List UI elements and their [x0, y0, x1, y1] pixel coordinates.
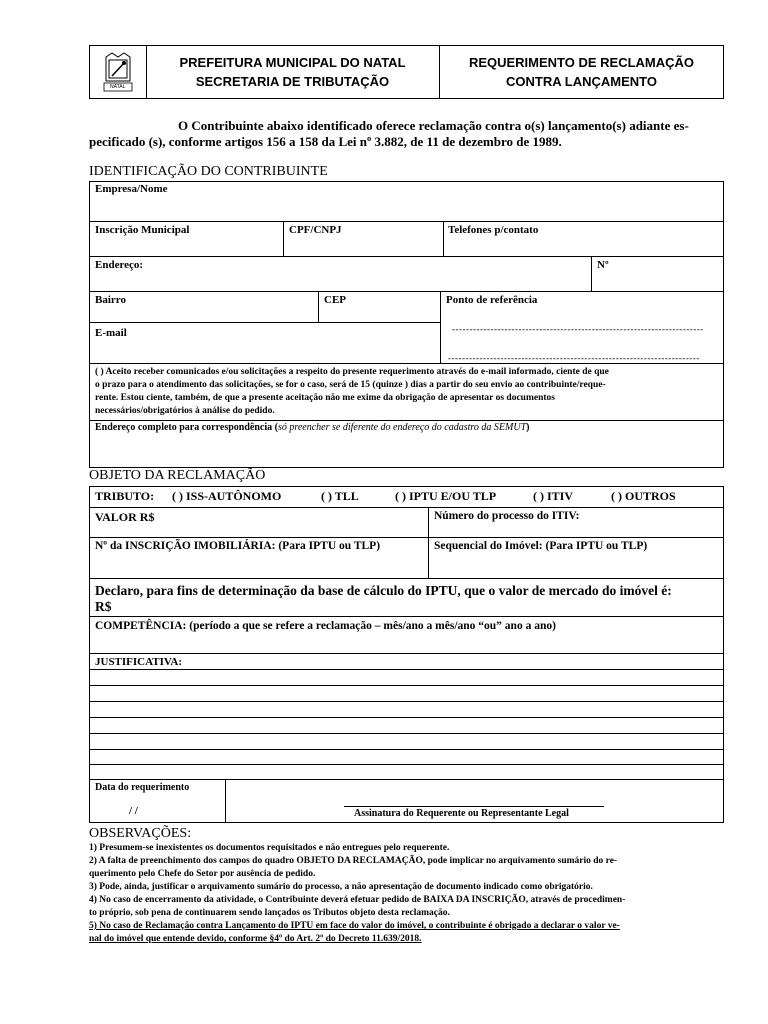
correspondencia-field[interactable]: [95, 422, 529, 433]
observacoes-list: [89, 842, 724, 946]
section-objeto-title: OBJETO DA RECLAMAÇÃO: [89, 468, 266, 483]
tributo-iss-checkbox[interactable]: ( ) ISS-AUTÔNOMO: [172, 489, 282, 503]
justificativa-line: [89, 669, 724, 670]
form-line-2: CONTRA LANÇAMENTO: [506, 74, 657, 89]
row-divider: [89, 256, 724, 257]
row-divider: [89, 507, 724, 508]
col-divider: [283, 221, 284, 256]
row-divider: [89, 291, 724, 292]
inscricao-municipal-field[interactable]: Inscrição Municipal: [95, 224, 190, 236]
obs-item-underlined: 5) No caso de Reclamação contra Lançamento do IPTU em face do valor do imóvel, o contribuinte é obrigado a declarar o valor ve-: [89, 921, 620, 931]
tributo-label: TRIBUTO:: [95, 489, 155, 503]
aceite-line: necessários/obrigatórios à análise do pedido.: [95, 406, 275, 416]
declaro-line-2: R$: [95, 599, 112, 614]
form-title: [439, 53, 724, 91]
correspondencia-label: Endereço completo para correspondência (: [95, 422, 278, 433]
row-divider: [89, 363, 724, 364]
reference-line: ------------------------------------------------------------------------: [452, 324, 704, 334]
city-logo: [98, 49, 138, 95]
col-divider: [428, 507, 429, 578]
aceite-line: o prazo para o atendimento das solicitações, se for o caso, será de 15 (quinze ) dias a partir do seu envio ao contribuinte/reque-: [95, 380, 606, 390]
row-divider: [89, 616, 724, 617]
cep-field[interactable]: CEP: [324, 294, 346, 306]
logo-caption: NATAL: [110, 84, 126, 90]
signature-line: [344, 806, 604, 807]
numero-field[interactable]: Nº: [597, 259, 609, 271]
dept-line-1: PREFEITURA MUNICIPAL DO NATAL: [179, 55, 406, 70]
tributo-iptu-checkbox[interactable]: ( ) IPTU E/OU TLP: [395, 489, 497, 503]
row-divider: [89, 221, 724, 222]
form-line-1: REQUERIMENTO DE RECLAMAÇÃO: [468, 55, 695, 70]
col-divider: [225, 779, 226, 823]
col-divider: [443, 221, 444, 256]
valor-field[interactable]: VALOR R$: [95, 510, 155, 524]
intro-line-1: O Contribuinte abaixo identificado oferece reclamação contra o(s) lançamento(s) adiante es-: [178, 118, 689, 133]
department-title: [146, 53, 439, 91]
row-divider: [89, 653, 724, 654]
declaro-line-1: Declaro, para fins de determinação da base de cálculo do IPTU, que o valor de mercado do imóvel é:: [95, 583, 672, 598]
col-divider: [318, 291, 319, 322]
assinatura-label: Assinatura do Requerente ou Representante Legal: [354, 808, 569, 819]
empresa-nome-field[interactable]: Empresa/Nome: [95, 183, 168, 195]
justificativa-line: [89, 749, 724, 750]
intro-line-2: pecificado (s), conforme artigos 156 a 158 da Lei nº 3.882, de 11 de dezembro de 1989.: [89, 134, 562, 149]
email-field[interactable]: E-mail: [95, 327, 127, 339]
data-requerimento-field[interactable]: / /: [129, 805, 138, 817]
obs-item: to próprio, sob pena de continuarem sendo lançados os Tributos objeto desta reclamação.: [89, 908, 450, 918]
cpf-cnpj-field[interactable]: CPF/CNPJ: [289, 224, 342, 236]
justificativa-line: [89, 717, 724, 718]
inscricao-imobiliaria-field[interactable]: Nº da INSCRIÇÃO IMOBILIÁRIA: (Para IPTU ou TLP): [95, 540, 381, 552]
dept-line-2: SECRETARIA DE TRIBUTAÇÃO: [195, 74, 390, 89]
justificativa-label[interactable]: JUSTIFICATIVA:: [95, 656, 183, 668]
justificativa-line: [89, 733, 724, 734]
row-divider: [89, 537, 724, 538]
tributo-outros-checkbox[interactable]: ( ) OUTROS: [611, 489, 676, 503]
obs-item: 1) Presumem-se inexistentes os documentos requisitados e não entregues pelo requerente.: [89, 843, 450, 853]
justificativa-line: [89, 764, 724, 765]
ponto-referencia-field[interactable]: Ponto de referência: [446, 294, 538, 306]
processo-itiv-field[interactable]: Número do processo do ITIV:: [434, 510, 580, 522]
section-identificacao-title: IDENTIFICAÇÃO DO CONTRIBUINTE: [89, 164, 328, 179]
competencia-field[interactable]: COMPETÊNCIA: (período a que se refere a reclamação – mês/ano a mês/ano “ou” ano a ano): [95, 620, 556, 632]
correspondencia-close: ): [526, 422, 530, 433]
obs-item: 4) No caso de encerramento da atividade, o Contribuinte deverá efetuar pedido de BAIXA DA INSCRIÇÃO, através de procedimen-: [89, 895, 626, 905]
row-divider: [89, 420, 724, 421]
aceite-line: rente. Estou ciente, também, de que a presente aceitação não me exime da obrigação de apresentar os documentos: [95, 393, 555, 403]
bairro-field[interactable]: Bairro: [95, 294, 126, 306]
correspondencia-note: só preencher se diferente do endereço do cadastro da SEMUT: [277, 422, 527, 433]
justificativa-line: [89, 701, 724, 702]
endereco-field[interactable]: Endereço:: [95, 259, 144, 271]
sequencial-imovel-field[interactable]: Sequencial do Imóvel: (Para IPTU ou TLP): [434, 540, 648, 552]
declaro-valor-field[interactable]: [95, 583, 672, 615]
data-requerimento-label: Data do requerimento: [95, 782, 190, 793]
aceite-line: ( ) Aceito receber comunicados e/ou solicitações a respeito do presente requerimento através do e-mail informado, ciente de que: [95, 367, 609, 377]
reference-line: ------------------------------------------------------------------------: [448, 353, 700, 363]
obs-item: querimento pelo Chefe do Setor por ausência de pedido.: [89, 869, 316, 879]
row-divider: [89, 322, 440, 323]
telefones-field[interactable]: Telefones p/contato: [448, 224, 539, 236]
section-observacoes-title: OBSERVAÇÕES:: [89, 826, 192, 841]
obs-item: 3) Pode, ainda, justificar o arquivamento sumário do processo, a não apresentação de documento indicado como obrigatório.: [89, 882, 593, 892]
col-divider: [591, 256, 592, 291]
row-divider: [89, 578, 724, 579]
tributo-tll-checkbox[interactable]: ( ) TLL: [321, 489, 359, 503]
tributo-itiv-checkbox[interactable]: ( ) ITIV: [533, 489, 574, 503]
justificativa-line: [89, 685, 724, 686]
obs-item: 2) A falta de preenchimento dos campos do quadro OBJETO DA RECLAMAÇÃO, pode implicar no arquivamento sumário do re-: [89, 856, 618, 866]
row-divider: [89, 779, 724, 780]
obs-item-underlined: nal do imóvel que entende devido, conforme §4º do Art. 2º do Decreto 11.639/2018.: [89, 934, 422, 944]
col-divider: [440, 291, 441, 363]
aceite-email-checkbox-text[interactable]: [95, 366, 719, 418]
